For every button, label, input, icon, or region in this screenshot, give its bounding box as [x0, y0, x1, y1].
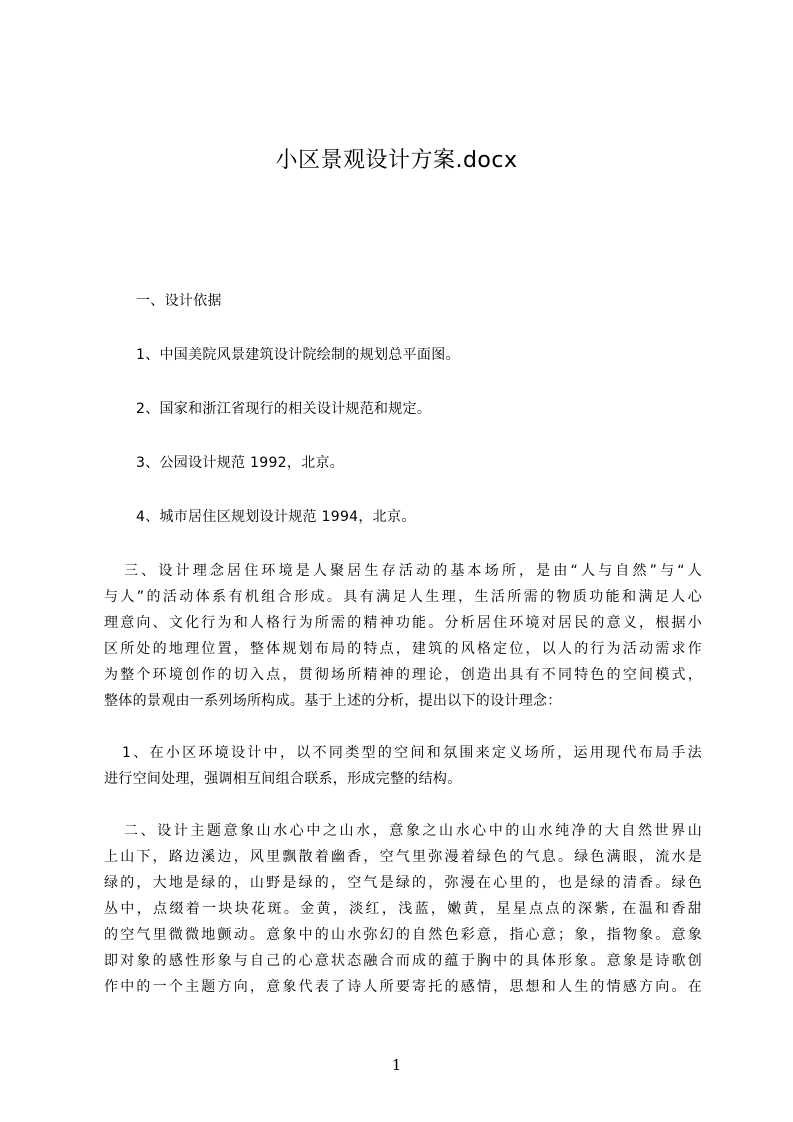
- basis-item-2: 2、国家和浙江省现行的相关设计规范和规定。: [136, 401, 432, 417]
- basis-item-3: 3、公园设计规范 1992，北京。: [136, 455, 345, 471]
- page-number: 1: [391, 1056, 402, 1074]
- document-body: [104, 288, 702, 1000]
- concept-line: 整体的景观由一系列场所构成。基于上述的分析，提出以下的设计理念：: [104, 693, 562, 709]
- section-heading-basis: 一、设计依据: [136, 293, 222, 309]
- paragraph-gap: [104, 792, 702, 818]
- theme-paragraph: [104, 818, 702, 1000]
- document-title: 小区景观设计方案.docx: [275, 148, 518, 173]
- theme-line: 即对象的感性形象与自己的心意状态融合而成的蕴于胸中的具体形象。意象是诗歌创: [104, 953, 702, 969]
- concept-item-line: 进行空间处理，强调相互间组合联系，形成完整的结构。: [104, 771, 462, 787]
- basis-item-1: 1、中国美院风景建筑设计院绘制的规划总平面图。: [136, 347, 460, 363]
- concept-paragraph: [104, 558, 702, 714]
- theme-line: 的空气里微微地颤动。意象中的山水弥幻的自然色彩意，指心意；象，指物象。意象: [104, 927, 702, 943]
- basis-item-4: 4、城市居住区规划设计规范 1994，北京。: [136, 509, 416, 525]
- concept-item-paragraph: [104, 740, 702, 792]
- concept-line: 为整个环境创作的切入点，贯彻场所精神的理论，创造出具有不同特色的空间模式，: [104, 667, 702, 683]
- theme-line: 二、设计主题意象山水心中之山水，意象之山水心中的山水纯净的大自然世界山: [124, 823, 702, 839]
- concept-line: 区所处的地理位置，整体规划布局的特点，建筑的风格定位，以人的行为活动需求作: [104, 641, 702, 657]
- concept-line: 与人”的活动体系有机组合形成。具有满足人生理，生活所需的物质功能和满足人心: [104, 589, 702, 605]
- concept-item-line: 1、在小区环境设计中，以不同类型的空间和氛围来定义场所，运用现代布局手法: [122, 745, 702, 761]
- theme-line: 作中的一个主题方向，意象代表了诗人所要寄托的感情，思想和人生的情感方向。在: [104, 979, 702, 995]
- theme-line: 上山下，路边溪边，风里飘散着幽香，空气里弥漫着绿色的气息。绿色满眼，流水是: [104, 849, 702, 865]
- paragraph-gap: [104, 714, 702, 740]
- theme-line: 绿的，大地是绿的，山野是绿的，空气是绿的，弥漫在心里的，也是绿的清香。绿色: [104, 875, 702, 891]
- concept-line: 理意向、文化行为和人格行为所需的精神功能。分析居住环境对居民的意义，根据小: [104, 615, 702, 631]
- concept-line: 三、设计理念居住环境是人聚居生存活动的基本场所，是由“人与自然”与“人: [124, 563, 702, 579]
- theme-line: 丛中，点缀着一块块花斑。金黄，淡红，浅蓝，嫩黄，星星点点的深紫, 在温和香甜: [104, 901, 702, 917]
